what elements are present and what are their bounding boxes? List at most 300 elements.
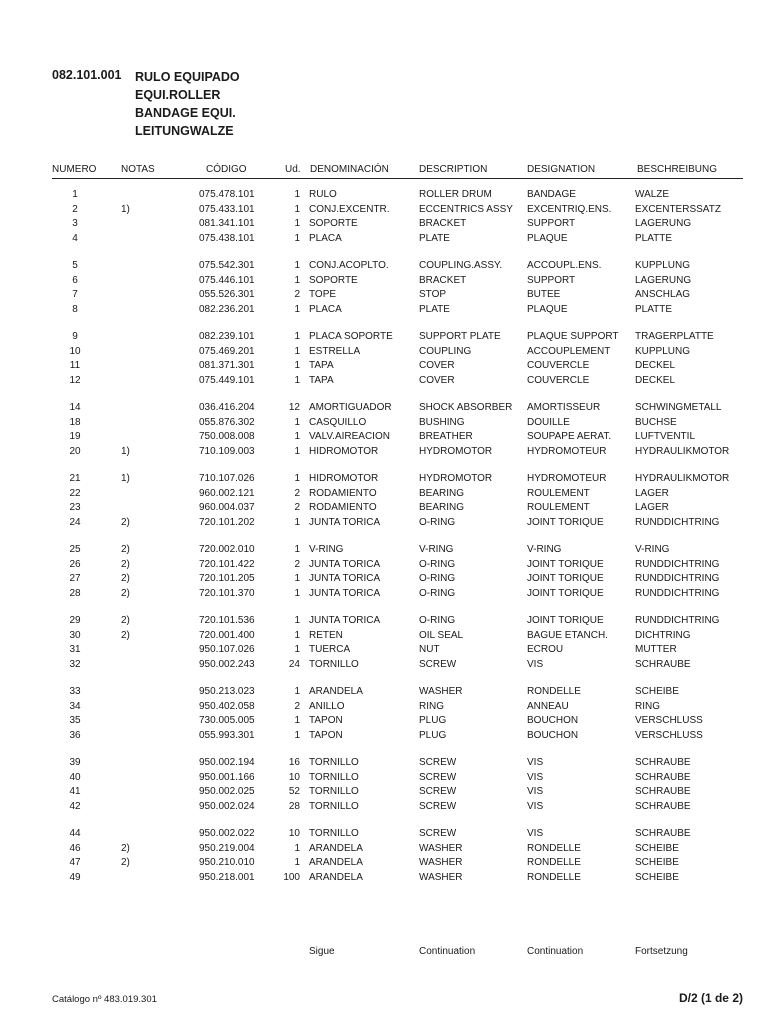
page-number: D/2 (1 de 2) — [678, 991, 743, 1005]
item-number: 36 — [69, 729, 81, 741]
table-row — [0, 446, 768, 460]
item-code: 075.449.101 — [199, 374, 255, 386]
item-quantity: 2 — [294, 558, 300, 570]
item-designation: SOUPAPE AERAT. — [527, 431, 612, 442]
item-denominacion: SOPORTE — [309, 218, 358, 229]
table-row — [0, 275, 768, 289]
item-beschreibung: KUPPLUNG — [635, 345, 691, 357]
item-code: 082.236.201 — [199, 303, 255, 315]
item-denominacion: JUNTA TORICA — [309, 516, 381, 528]
item-denominacion: HIDROMOTOR — [309, 473, 379, 484]
item-designation: BUTEE — [527, 289, 561, 300]
item-designation: DOUILLE — [527, 416, 570, 428]
item-notes: 2) — [121, 842, 130, 854]
item-description: PLUG — [419, 729, 447, 741]
item-designation: RONDELLE — [527, 686, 581, 697]
item-designation: JOINT TORIQUE — [527, 587, 604, 599]
item-code: 730.005.005 — [199, 715, 255, 726]
item-quantity: 1 — [294, 544, 300, 555]
item-designation: ANNEAU — [527, 700, 569, 712]
item-code: 950.213.023 — [199, 686, 255, 697]
table-row — [0, 757, 768, 771]
item-number: 18 — [69, 416, 81, 428]
item-description: V-RING — [419, 544, 454, 555]
item-quantity: 1 — [294, 203, 300, 215]
item-notes: 2) — [121, 629, 130, 641]
item-beschreibung: SCHEIBE — [635, 857, 679, 868]
item-notes: 2) — [121, 587, 130, 599]
item-designation: RONDELLE — [527, 842, 581, 854]
item-description: BRACKET — [419, 218, 467, 229]
item-designation: COUVERCLE — [527, 374, 590, 386]
item-quantity: 1 — [294, 473, 300, 484]
item-notes: 2) — [121, 558, 130, 570]
item-designation: VIS — [527, 800, 544, 812]
item-beschreibung: LAGERUNG — [635, 274, 692, 286]
table-row — [0, 502, 768, 516]
title-en: EQUI.ROLLER — [135, 88, 221, 102]
item-denominacion: ARANDELA — [309, 871, 363, 883]
table-row — [0, 701, 768, 715]
item-code: 950.402.058 — [199, 700, 255, 712]
item-number: 10 — [69, 345, 81, 357]
item-denominacion: CONJ.EXCENTR. — [309, 203, 390, 215]
item-denominacion: JUNTA TORICA — [309, 558, 381, 570]
item-notes: 2) — [121, 857, 130, 868]
item-designation: SUPPORT — [527, 274, 576, 286]
item-denominacion: ARANDELA — [309, 857, 363, 868]
item-designation: JOINT TORIQUE — [527, 573, 604, 584]
item-denominacion: TAPON — [309, 729, 343, 741]
item-designation: PLAQUE — [527, 303, 568, 315]
item-description: PLATE — [419, 303, 450, 315]
item-designation: ROULEMENT — [527, 502, 590, 513]
item-code: 950.002.243 — [199, 658, 255, 670]
item-code: 710.109.003 — [199, 445, 255, 457]
item-code: 720.101.536 — [199, 615, 255, 626]
item-beschreibung: SCHRAUBE — [635, 828, 691, 839]
item-denominacion: PLACA SOPORTE — [309, 331, 393, 342]
continuation-en: Continuation — [419, 946, 476, 957]
item-notes: 1) — [121, 445, 130, 457]
item-quantity: 12 — [288, 402, 300, 413]
item-quantity: 1 — [294, 345, 300, 357]
item-description: BEARING — [419, 487, 465, 499]
item-quantity: 1 — [294, 516, 300, 528]
item-quantity: 1 — [294, 274, 300, 286]
table-row — [0, 659, 768, 673]
item-denominacion: RODAMIENTO — [309, 502, 377, 513]
item-notes: 1) — [121, 203, 130, 215]
item-designation: BOUCHON — [527, 729, 579, 741]
item-description: WASHER — [419, 686, 463, 697]
item-number: 8 — [72, 303, 78, 315]
item-designation: HYDROMOTEUR — [527, 445, 607, 457]
item-description: O-RING — [419, 615, 456, 626]
item-code: 720.001.400 — [199, 629, 255, 641]
item-code: 950.210.010 — [199, 857, 255, 868]
item-description: ROLLER DRUM — [419, 189, 492, 200]
table-row — [0, 573, 768, 587]
table-row — [0, 828, 768, 842]
item-beschreibung: LAGER — [635, 502, 669, 513]
item-number: 25 — [69, 544, 81, 555]
item-denominacion: TORNILLO — [309, 800, 359, 812]
col-header-denominacion: DENOMINACIÓN — [310, 164, 389, 175]
table-row — [0, 218, 768, 232]
item-beschreibung: LUFTVENTIL — [635, 431, 696, 442]
item-denominacion: JUNTA TORICA — [309, 587, 381, 599]
item-quantity: 1 — [294, 445, 300, 457]
item-denominacion: ANILLO — [309, 700, 345, 712]
item-description: PLUG — [419, 715, 447, 726]
item-number: 33 — [69, 686, 81, 697]
item-beschreibung: SCHRAUBE — [635, 658, 691, 670]
item-quantity: 1 — [294, 189, 300, 200]
item-designation: COUVERCLE — [527, 360, 590, 371]
item-quantity: 1 — [294, 644, 300, 655]
item-denominacion: ESTRELLA — [309, 345, 361, 357]
item-beschreibung: SCHRAUBE — [635, 757, 691, 768]
item-number: 46 — [69, 842, 81, 854]
item-denominacion: TORNILLO — [309, 786, 359, 797]
item-beschreibung: ANSCHLAG — [635, 289, 691, 300]
item-description: COVER — [419, 374, 455, 386]
item-description: HYDROMOTOR — [419, 445, 493, 457]
item-quantity: 2 — [294, 502, 300, 513]
table-row — [0, 260, 768, 274]
item-beschreibung: RUNDDICHTRING — [635, 516, 720, 528]
item-beschreibung: V-RING — [635, 544, 670, 555]
table-row — [0, 431, 768, 445]
item-number: 28 — [69, 587, 81, 599]
continuation-de: Fortsetzung — [635, 946, 688, 957]
item-code: 950.002.025 — [199, 786, 255, 797]
item-denominacion: CASQUILLO — [309, 416, 367, 428]
item-code: 960.004.037 — [199, 502, 255, 513]
col-header-designation: DESIGNATION — [527, 164, 596, 175]
item-number: 6 — [72, 274, 78, 286]
item-beschreibung: DECKEL — [635, 360, 676, 371]
item-beschreibung: SCHWINGMETALL — [635, 402, 722, 413]
item-denominacion: TORNILLO — [309, 828, 359, 839]
item-denominacion: ARANDELA — [309, 842, 363, 854]
item-quantity: 1 — [294, 331, 300, 342]
item-quantity: 2 — [294, 700, 300, 712]
item-beschreibung: SCHRAUBE — [635, 771, 691, 783]
table-row — [0, 473, 768, 487]
item-number: 30 — [69, 629, 81, 641]
table-row — [0, 331, 768, 345]
table-row — [0, 289, 768, 303]
item-description: WASHER — [419, 842, 463, 854]
item-description: O-RING — [419, 558, 456, 570]
item-description: SCREW — [419, 771, 457, 783]
item-designation: AMORTISSEUR — [527, 402, 601, 413]
item-beschreibung: SCHRAUBE — [635, 786, 691, 797]
col-header-codigo: CÓDIGO — [206, 164, 247, 175]
item-code: 055.526.301 — [199, 289, 255, 300]
item-code: 950.218.001 — [199, 871, 255, 883]
item-description: COVER — [419, 360, 455, 371]
item-denominacion: HIDROMOTOR — [309, 445, 379, 457]
item-denominacion: VALV.AIREACION — [309, 431, 390, 442]
item-number: 12 — [69, 374, 81, 386]
item-quantity: 10 — [288, 828, 300, 839]
item-number: 4 — [72, 232, 78, 244]
item-description: PLATE — [419, 232, 450, 244]
item-number: 19 — [69, 431, 81, 442]
header-divider — [52, 178, 743, 179]
item-denominacion: TORNILLO — [309, 771, 359, 783]
item-designation: RONDELLE — [527, 857, 581, 868]
item-description: SCREW — [419, 786, 457, 797]
item-quantity: 24 — [288, 658, 300, 670]
item-designation: SUPPORT — [527, 218, 576, 229]
item-number: 31 — [69, 644, 81, 655]
item-description: HYDROMOTOR — [419, 473, 493, 484]
item-denominacion: TORNILLO — [309, 757, 359, 768]
item-quantity: 1 — [294, 573, 300, 584]
item-code: 082.239.101 — [199, 331, 255, 342]
item-quantity: 1 — [294, 715, 300, 726]
table-row — [0, 843, 768, 857]
item-description: NUT — [419, 644, 440, 655]
item-description: RING — [419, 700, 444, 712]
table-row — [0, 204, 768, 218]
item-notes: 2) — [121, 544, 130, 555]
item-code: 055.876.302 — [199, 416, 255, 428]
item-number: 47 — [69, 857, 81, 868]
item-denominacion: CONJ.ACOPLTO. — [309, 260, 389, 271]
continuation-es: Sigue — [309, 946, 335, 957]
item-beschreibung: TRAGERPLATTE — [635, 331, 714, 342]
item-designation: ACCOUPLEMENT — [527, 345, 611, 357]
item-description: SHOCK ABSORBER — [419, 402, 513, 413]
item-beschreibung: PLATTE — [635, 303, 673, 315]
item-quantity: 16 — [288, 757, 300, 768]
col-header-ud: Ud. — [285, 164, 301, 175]
item-beschreibung: SCHEIBE — [635, 842, 679, 854]
item-code: 720.101.370 — [199, 587, 255, 599]
item-designation: VIS — [527, 757, 544, 768]
item-denominacion: SOPORTE — [309, 274, 358, 286]
item-designation: VIS — [527, 828, 544, 839]
table-row — [0, 417, 768, 431]
item-code: 950.002.194 — [199, 757, 255, 768]
item-code: 075.469.201 — [199, 345, 255, 357]
table-row — [0, 786, 768, 800]
item-description: O-RING — [419, 587, 456, 599]
item-quantity: 1 — [294, 587, 300, 599]
item-description: SUPPORT PLATE — [419, 331, 501, 342]
item-designation: PLAQUE — [527, 232, 568, 244]
item-quantity: 1 — [294, 416, 300, 428]
item-denominacion: PLACA — [309, 232, 342, 244]
table-row — [0, 375, 768, 389]
table-row — [0, 402, 768, 416]
table-row — [0, 801, 768, 815]
table-row — [0, 488, 768, 502]
item-number: 29 — [69, 615, 81, 626]
table-row — [0, 630, 768, 644]
item-code: 075.446.101 — [199, 274, 255, 286]
item-number: 21 — [69, 473, 81, 484]
item-beschreibung: SCHEIBE — [635, 686, 679, 697]
item-designation: VIS — [527, 771, 544, 783]
item-description: BRACKET — [419, 274, 467, 286]
item-description: BREATHER — [419, 431, 473, 442]
item-code: 720.002.010 — [199, 544, 255, 555]
item-denominacion: RETEN — [309, 629, 343, 641]
item-description: SCREW — [419, 658, 457, 670]
item-beschreibung: HYDRAULIKMOTOR — [635, 445, 730, 457]
item-quantity: 1 — [294, 303, 300, 315]
item-designation: JOINT TORIQUE — [527, 558, 604, 570]
item-description: COUPLING — [419, 345, 472, 357]
table-row — [0, 360, 768, 374]
item-beschreibung: KUPPLUNG — [635, 260, 691, 271]
table-row — [0, 304, 768, 318]
item-code: 950.002.022 — [199, 828, 255, 839]
item-denominacion: RODAMIENTO — [309, 487, 377, 499]
item-designation: BANDAGE — [527, 189, 576, 200]
item-description: WASHER — [419, 857, 463, 868]
table-row — [0, 189, 768, 203]
item-beschreibung: HYDRAULIKMOTOR — [635, 473, 730, 484]
item-number: 27 — [69, 573, 81, 584]
item-description: BEARING — [419, 502, 465, 513]
col-header-numero: NUMERO — [52, 164, 97, 175]
item-code: 950.219.004 — [199, 842, 255, 854]
item-description: BUSHING — [419, 416, 465, 428]
item-code: 036.416.204 — [199, 402, 255, 413]
item-quantity: 1 — [294, 360, 300, 371]
item-quantity: 1 — [294, 374, 300, 386]
item-beschreibung: WALZE — [635, 189, 670, 200]
item-number: 49 — [69, 871, 81, 883]
part-number: 082.101.001 — [52, 68, 122, 82]
item-number: 44 — [69, 828, 81, 839]
item-quantity: 1 — [294, 615, 300, 626]
item-denominacion: JUNTA TORICA — [309, 615, 381, 626]
item-beschreibung: VERSCHLUSS — [635, 715, 703, 726]
continuation-fr: Continuation — [527, 946, 584, 957]
item-denominacion: JUNTA TORICA — [309, 573, 381, 584]
item-quantity: 100 — [283, 871, 300, 883]
item-denominacion: ARANDELA — [309, 686, 363, 697]
item-denominacion: PLACA — [309, 303, 342, 315]
item-number: 41 — [69, 786, 81, 797]
item-beschreibung: LAGER — [635, 487, 669, 499]
item-beschreibung: RUNDDICHTRING — [635, 615, 720, 626]
item-denominacion: TAPA — [309, 374, 334, 386]
table-row — [0, 544, 768, 558]
item-beschreibung: VERSCHLUSS — [635, 729, 703, 741]
item-quantity: 1 — [294, 857, 300, 868]
item-description: SCREW — [419, 757, 457, 768]
item-number: 20 — [69, 445, 81, 457]
title-es: RULO EQUIPADO — [135, 70, 240, 84]
item-code: 960.002.121 — [199, 487, 255, 499]
table-row — [0, 686, 768, 700]
item-notes: 2) — [121, 573, 130, 584]
item-quantity: 1 — [294, 686, 300, 697]
table-row — [0, 233, 768, 247]
col-header-description: DESCRIPTION — [419, 164, 488, 175]
item-number: 1 — [72, 189, 78, 200]
item-quantity: 2 — [294, 487, 300, 499]
item-beschreibung: DECKEL — [635, 374, 676, 386]
item-quantity: 52 — [288, 786, 300, 797]
item-description: ECCENTRICS ASSY — [419, 203, 513, 215]
col-header-notas: NOTAS — [121, 164, 155, 175]
item-code: 950.107.026 — [199, 644, 255, 655]
item-description: SCREW — [419, 800, 457, 812]
part-title-block — [135, 68, 240, 140]
item-designation: ECROU — [527, 644, 564, 655]
item-quantity: 1 — [294, 842, 300, 854]
table-row — [0, 644, 768, 658]
table-row — [0, 559, 768, 573]
item-quantity: 1 — [294, 260, 300, 271]
table-row — [0, 772, 768, 786]
item-number: 14 — [69, 402, 81, 413]
item-code: 075.438.101 — [199, 232, 255, 244]
item-designation: VIS — [527, 658, 544, 670]
table-row — [0, 588, 768, 602]
item-number: 3 — [72, 218, 78, 229]
item-beschreibung: PLATTE — [635, 232, 673, 244]
table-row — [0, 615, 768, 629]
item-designation: ROULEMENT — [527, 487, 590, 499]
item-number: 23 — [69, 502, 81, 513]
item-denominacion: TOPE — [309, 289, 337, 300]
table-row — [0, 346, 768, 360]
item-description: OIL SEAL — [419, 629, 464, 641]
item-number: 22 — [69, 487, 81, 499]
item-designation: PLAQUE SUPPORT — [527, 331, 619, 342]
table-row — [0, 857, 768, 871]
item-number: 2 — [72, 203, 78, 215]
item-description: O-RING — [419, 516, 456, 528]
item-beschreibung: RUNDDICHTRING — [635, 587, 720, 599]
item-code: 055.993.301 — [199, 729, 255, 741]
table-row — [0, 730, 768, 744]
item-code: 710.107.026 — [199, 473, 255, 484]
item-beschreibung: MUTTER — [635, 644, 677, 655]
item-denominacion: TUERCA — [309, 644, 351, 655]
item-description: SCREW — [419, 828, 457, 839]
item-number: 11 — [69, 360, 81, 371]
item-number: 9 — [72, 331, 78, 342]
item-beschreibung: SCHEIBE — [635, 871, 679, 883]
col-header-beschreibung: BESCHREIBUNG — [637, 164, 718, 175]
item-number: 42 — [69, 800, 81, 812]
item-designation: BAGUE ETANCH. — [527, 629, 608, 641]
item-designation: EXCENTRIQ.ENS. — [527, 203, 612, 215]
item-quantity: 2 — [294, 289, 300, 300]
item-quantity: 1 — [294, 629, 300, 641]
item-description: O-RING — [419, 573, 456, 584]
item-quantity: 1 — [294, 218, 300, 229]
item-quantity: 10 — [288, 771, 300, 783]
item-designation: V-RING — [527, 544, 562, 555]
title-fr: BANDAGE EQUI. — [135, 106, 236, 120]
item-number: 34 — [69, 700, 81, 712]
item-denominacion: TORNILLO — [309, 658, 359, 670]
item-designation: ACCOUPL.ENS. — [527, 260, 602, 271]
